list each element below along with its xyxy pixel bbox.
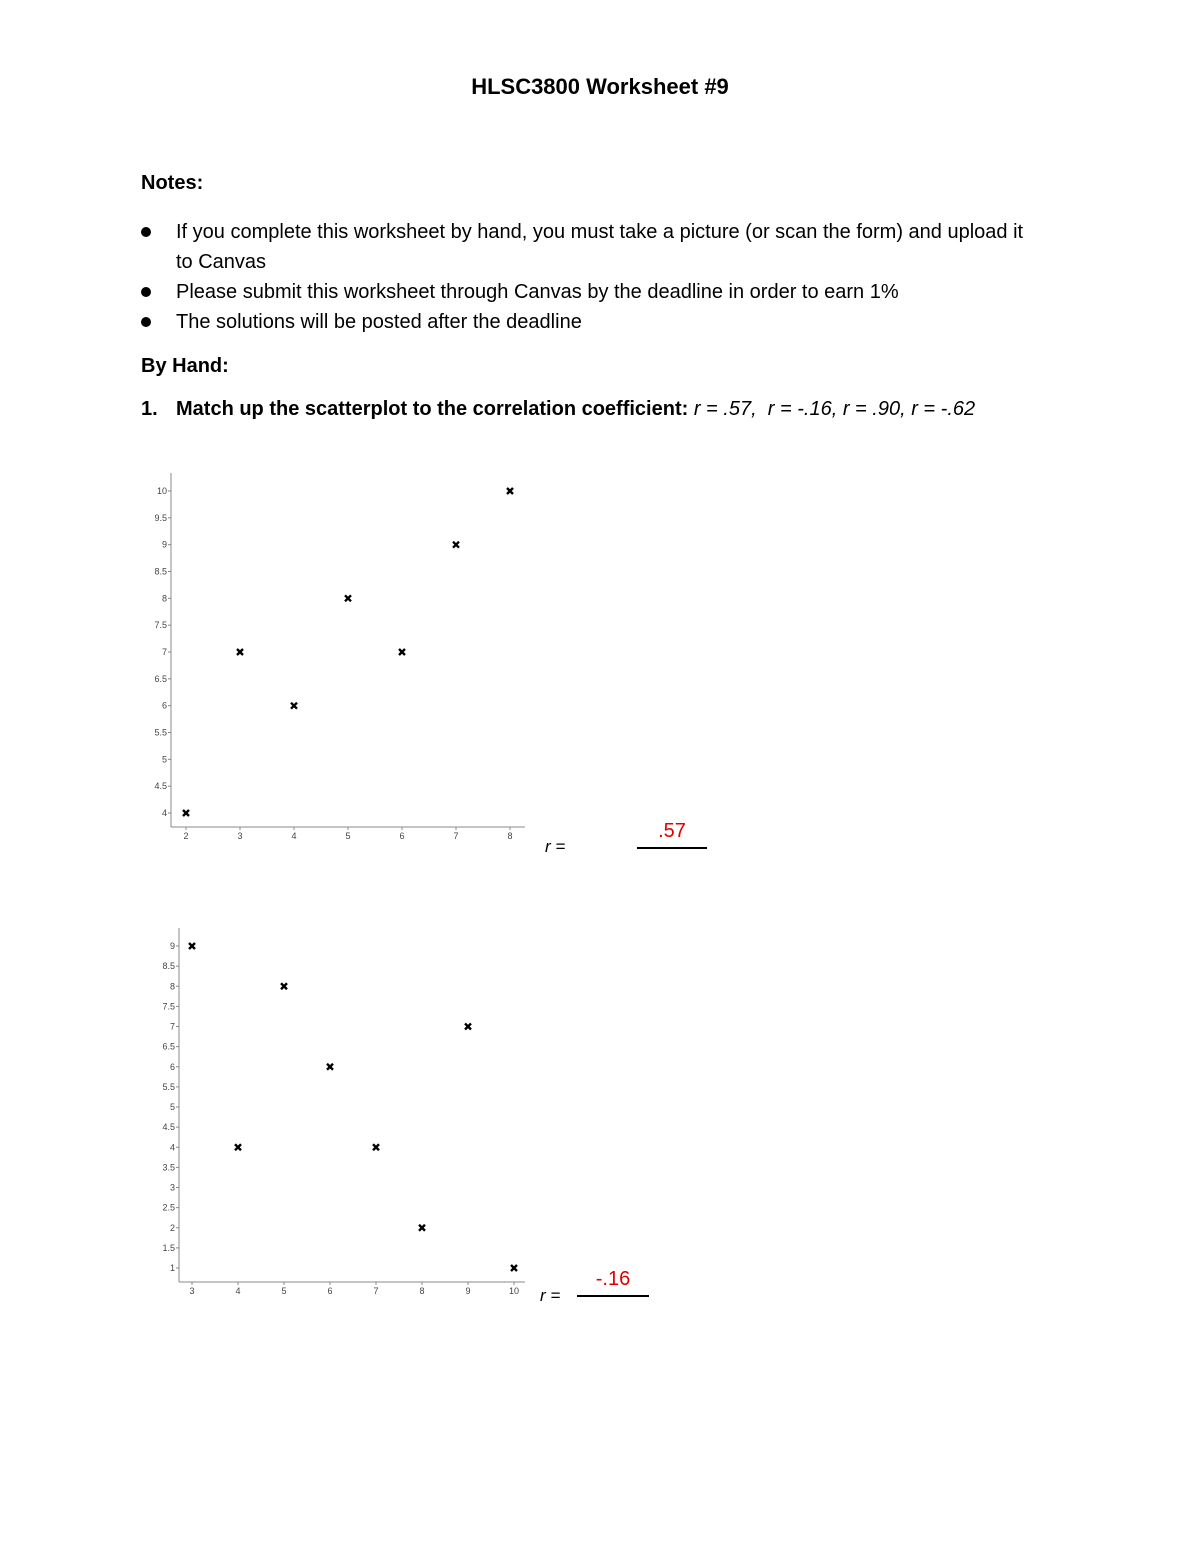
bullet-icon [141,227,151,237]
y-tick-label: 8 [161,593,167,604]
scatterplot-1 [140,470,540,850]
y-tick-label: 1 [169,1263,175,1273]
y-tick-label: 9 [169,941,175,951]
y-tick-label: 1.5 [162,1242,175,1253]
x-tick-label: 6 [327,1286,333,1296]
bullet-text: If you complete this worksheet by hand, you must take a picture (or scan the form) and upload it to Canvas [176,221,1024,273]
bullet-icon [141,287,151,297]
list-item [141,217,1041,277]
list-item [141,307,1041,337]
bullet-icon [141,317,151,327]
answer-2[interactable]: -.16 [577,1268,649,1297]
y-tick-label: 4.5 [154,781,167,792]
x-tick-label: 4 [235,1286,241,1296]
y-tick-label: 4.5 [162,1122,175,1133]
r-label: r = [545,837,566,856]
question-number: 1. [141,398,158,420]
x-tick-label: 9 [465,1286,471,1296]
x-tick-label: 8 [419,1286,425,1296]
x-tick-label: 5 [281,1286,287,1296]
y-tick-label: 5.5 [154,727,167,738]
x-tick-label: 2 [183,831,189,841]
data-point [189,943,195,949]
question-text: Match up the scatterplot to the correlation coefficient: [176,398,689,420]
option-text: r = -.62 [911,398,976,420]
y-tick-label: 6.5 [162,1041,175,1052]
data-point [183,810,189,816]
data-point [237,649,243,655]
data-point [511,1265,517,1271]
x-tick-label: 7 [453,831,459,841]
x-tick-label: 10 [508,1286,520,1296]
y-tick-label: 8.5 [154,566,167,577]
y-tick-label: 2 [169,1222,175,1233]
data-point [373,1144,379,1150]
question-1 [141,398,975,421]
x-tick-label: 8 [507,831,513,841]
y-tick-label: 7.5 [162,1001,175,1012]
y-tick-label: 4 [161,808,167,818]
y-tick-label: 8.5 [162,961,175,972]
by-hand-heading: By Hand: [141,355,229,377]
bullet-text: The solutions will be posted after the deadline [176,311,582,333]
data-point [507,488,513,494]
data-point [399,649,405,655]
y-tick-label: 3.5 [162,1162,175,1173]
data-point [465,1024,471,1030]
r-label: r = [540,1286,561,1305]
option-text: r = -.16, [767,398,838,420]
answer-1[interactable]: .57 [637,820,707,849]
y-tick-label: 7 [161,647,167,657]
y-tick-label: 5.5 [162,1081,175,1092]
y-tick-label: 6.5 [154,673,167,684]
data-point [291,703,297,709]
data-point [281,983,287,989]
y-tick-label: 10 [156,486,167,496]
y-tick-label: 9 [161,539,167,550]
x-tick-label: 5 [345,831,351,841]
bullet-text: Please submit this worksheet through Canvas by the deadline in order to earn 1% [176,281,899,303]
x-tick-label: 4 [291,831,297,841]
x-tick-label: 7 [373,1286,379,1296]
x-tick-label: 3 [189,1286,195,1296]
notes-list [141,217,1041,337]
y-tick-label: 5 [161,754,167,765]
y-tick-label: 7 [169,1021,175,1032]
data-point [327,1064,333,1070]
y-tick-label: 8 [169,981,175,992]
data-point [235,1144,241,1150]
y-tick-label: 7.5 [154,620,167,631]
option-text: r = .57, [693,398,757,420]
y-tick-label: 4 [169,1142,175,1153]
list-item [141,277,1041,307]
data-point [345,595,351,601]
worksheet-title: HLSC3800 Worksheet #9 [471,74,729,99]
y-tick-label: 9.5 [154,512,167,523]
option-text: r = .90, [842,398,906,420]
data-point [453,542,459,548]
y-tick-label: 5 [169,1102,175,1112]
x-tick-label: 3 [237,831,243,841]
y-tick-label: 6 [161,700,167,711]
x-tick-label: 6 [399,831,405,841]
notes-heading: Notes: [141,172,204,194]
y-tick-label: 2.5 [162,1202,175,1213]
y-tick-label: 6 [169,1061,175,1072]
scatterplot-2 [140,925,540,1305]
data-point [419,1225,425,1231]
y-tick-label: 3 [169,1182,175,1193]
